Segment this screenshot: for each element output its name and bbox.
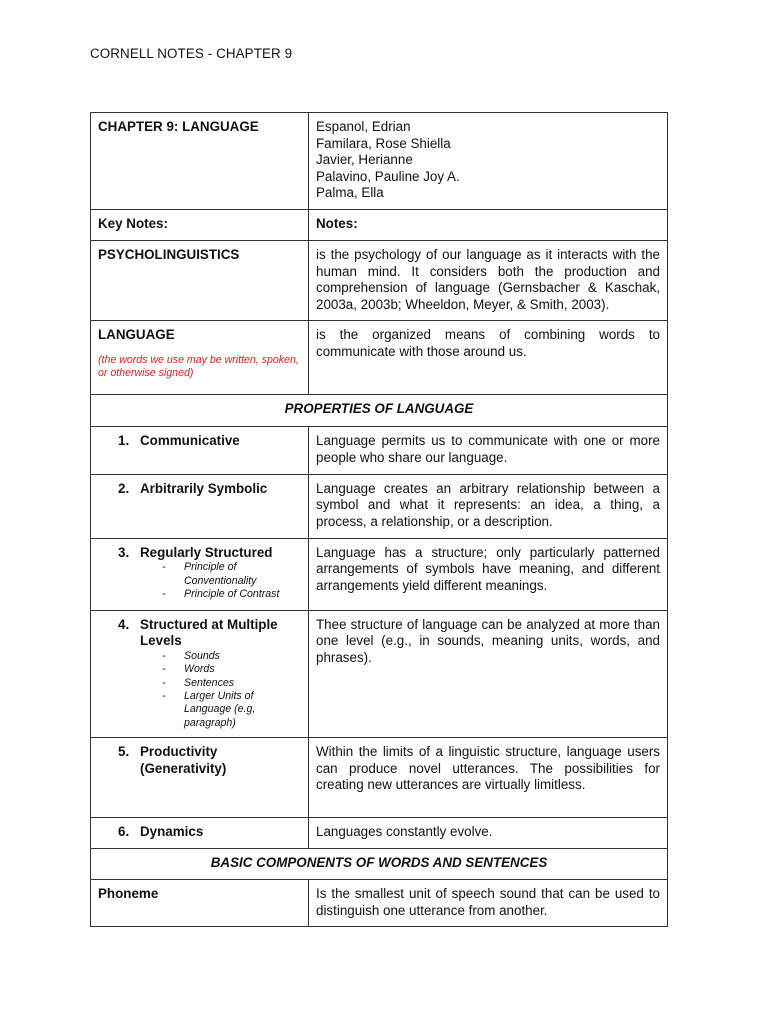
sub-item-text: Words	[184, 663, 215, 676]
property-number: 1.	[118, 433, 130, 449]
notes-header: Notes:	[309, 209, 668, 240]
chapter-title: CHAPTER 9: LANGUAGE	[91, 113, 309, 210]
term-psycholinguistics: PSYCHOLINGUISTICS	[91, 240, 309, 320]
author-name: Javier, Herianne	[316, 152, 413, 168]
author-list	[309, 113, 668, 210]
term-phoneme: Phoneme	[91, 880, 309, 927]
author-name: Palavino, Pauline Joy A.	[316, 168, 460, 184]
list-item: - Sentences	[162, 676, 235, 689]
list-item: - Sounds	[162, 649, 220, 662]
cornell-notes-table	[90, 112, 668, 927]
sub-item-text: Sentences	[184, 676, 235, 689]
property-term-cell	[91, 610, 309, 738]
definition-text: is the psychology of our language as it interacts with the human mind. It considers both the production and comprehension of language (Gernsbacher & Kaschak, 2003a, 2003b; Wheeldon, Meyer, & Smith, 2003).	[309, 240, 668, 320]
definition-text: is the organized means of combining words to communicate with those around us.	[309, 321, 668, 395]
property-term-cell	[91, 538, 309, 610]
language-note: (the words we use may be written, spoken, or otherwise signed)	[98, 353, 299, 380]
properties-heading: PROPERTIES OF LANGUAGE	[91, 395, 668, 427]
property-term-cell	[91, 738, 309, 818]
term-cell	[91, 321, 309, 395]
property-term: Structured at Multiple Levels	[140, 616, 278, 649]
property-term-cell	[91, 427, 309, 474]
property-term: Regularly Structured	[140, 544, 273, 560]
list-item: - Principle of Contrast	[162, 587, 280, 600]
property-sublist	[140, 561, 301, 601]
sub-item-text: Sounds	[184, 649, 220, 662]
author-name: Familara, Rose Shiella	[316, 135, 451, 151]
property-row	[91, 818, 668, 849]
property-term: Dynamics	[140, 824, 204, 840]
author-name: Espanol, Edrian	[316, 119, 411, 134]
definition-row	[91, 880, 668, 927]
key-notes-header: Key Notes:	[91, 209, 309, 240]
list-item: - Principle of Conventionality	[162, 561, 301, 588]
sub-item-text: Principle of Conventionality	[184, 561, 257, 587]
property-row	[91, 427, 668, 474]
column-header-row	[91, 209, 668, 240]
property-number: 6.	[118, 824, 130, 840]
author-name: Palma, Ella	[316, 185, 384, 201]
property-number: 5.	[118, 744, 130, 760]
sub-item-text: Principle of Contrast	[184, 587, 280, 600]
title-row	[91, 113, 668, 210]
section-heading-row	[91, 395, 668, 427]
property-row	[91, 738, 668, 818]
property-term-cell	[91, 818, 309, 849]
sub-item-text: Larger Units of Language (e.g, paragraph)	[184, 689, 256, 729]
list-item: - Larger Units of Language (e.g, paragraph)	[162, 690, 301, 730]
property-text: Within the limits of a linguistic structure, language users can produce novel utterances. The possibilities for creating new utterances are virtually limitless.	[309, 738, 668, 818]
property-term: Productivity (Generativity)	[140, 744, 227, 776]
components-heading: BASIC COMPONENTS OF WORDS AND SENTENCES	[91, 849, 668, 880]
section-heading-row	[91, 849, 668, 880]
property-row	[91, 538, 668, 610]
property-text: Language has a structure; only particularly patterned arrangements of symbols have meaning, and different arrangements yield different meanings.	[309, 538, 668, 610]
property-term-cell	[91, 474, 309, 538]
property-row	[91, 474, 668, 538]
property-term: Arbitrarily Symbolic	[140, 480, 268, 496]
property-number: 4.	[118, 616, 130, 632]
property-number: 3.	[118, 544, 130, 560]
property-row	[91, 610, 668, 738]
property-sublist	[140, 650, 301, 730]
property-term: Communicative	[140, 433, 240, 449]
term-language: LANGUAGE	[98, 327, 175, 343]
page-header: CORNELL NOTES - CHAPTER 9	[90, 46, 293, 61]
definition-row	[91, 240, 668, 320]
property-number: 2.	[118, 480, 130, 496]
list-item: - Words	[162, 663, 215, 676]
property-text: Languages constantly evolve.	[309, 818, 668, 849]
property-text: Language creates an arbitrary relationship between a symbol and what it represents: an idea, a thing, a process, a relationship, or a description.	[309, 474, 668, 538]
property-text: Thee structure of language can be analyzed at more than one level (e.g., in sounds, meaning units, words, and phrases).	[309, 610, 668, 738]
property-text: Language permits us to communicate with one or more people who share our language.	[309, 427, 668, 474]
definition-row	[91, 321, 668, 395]
definition-text: Is the smallest unit of speech sound that can be used to distinguish one utterance from another.	[309, 880, 668, 927]
